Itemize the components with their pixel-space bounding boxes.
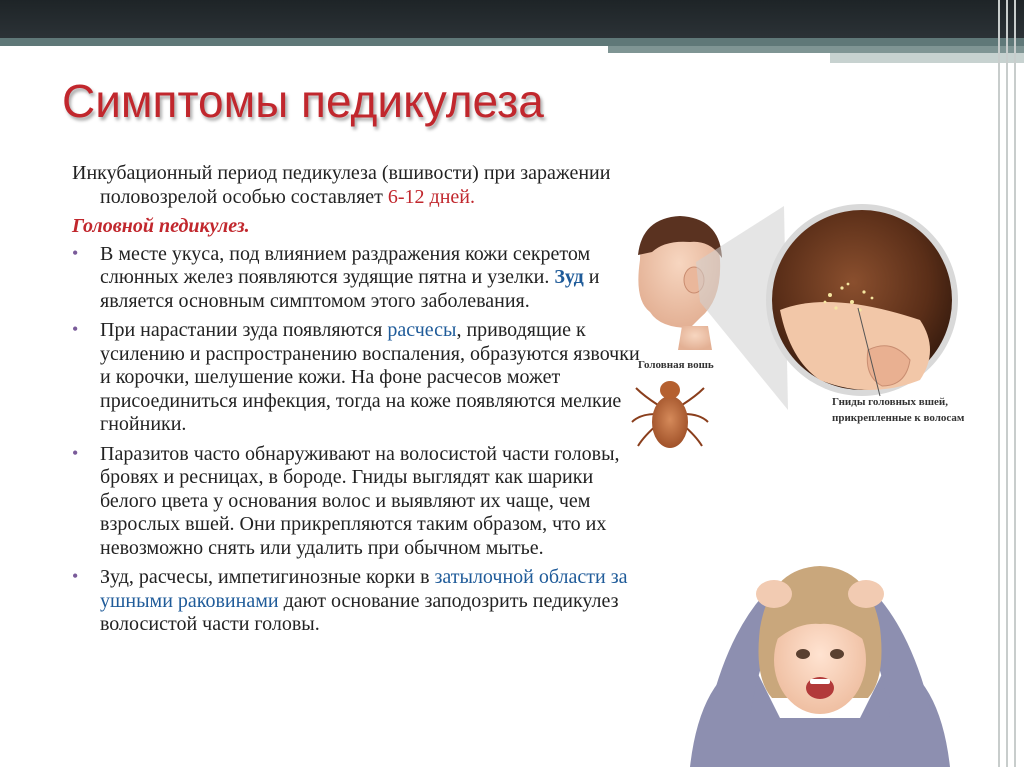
nits-caption-line1: Гниды головных вшей, <box>832 396 948 408</box>
bullet-icon: • <box>72 566 79 586</box>
bullet-icon: • <box>72 242 79 263</box>
subheading: Головной педикулез. <box>72 215 250 237</box>
keyword-highlight: расчесы <box>387 319 457 341</box>
scratching-child-photo <box>690 548 950 767</box>
slide-body <box>72 162 642 643</box>
top-accent-stripe <box>0 38 1024 46</box>
incubation-period: 6-12 дней. <box>387 185 476 208</box>
slide-title: Симптомы педикулеза <box>62 75 544 127</box>
list-item: • В месте укуса, под влиянием раздражения кожи секретом слюнных желез появляются зудящие пятна и узелки. Зуд и является основным симптомом этого заболевания. <box>72 242 600 312</box>
bullet-icon: • <box>72 319 79 339</box>
head-lice-illustration <box>620 200 1000 450</box>
louse-caption: Головная вошь <box>638 359 714 371</box>
head-louse-icon <box>632 381 708 448</box>
top-accent-stripe-2 <box>608 46 1024 53</box>
magnified-scalp-icon <box>766 204 958 396</box>
keyword-highlight: Зуд <box>554 266 584 288</box>
nits-caption-line2: прикрепленные к волосам <box>832 412 965 424</box>
list-item: • При нарастании зуда появляются расчесы, приводящие к усилению и распространению воспаления, образуются язвочки и корочки, шелушение кожи. На фоне расчесов может присоединиться инфекция, тогда на коже появляются мелкие гнойники. <box>72 319 640 435</box>
keyword-highlight: затылочной области за ушными раковинами <box>100 566 628 612</box>
intro-paragraph: Инкубационный период педикулеза (вшивости) при заражении половозрелой особью составляет 6-12 дней. <box>72 162 611 208</box>
symptom-list <box>72 243 642 637</box>
bullet-icon: • <box>72 442 79 463</box>
list-item: • Паразитов часто обнаруживают на волосистой части головы, бровях и ресницах, в бороде. Гниды выглядят как шарики белого цвета у основания волос и выявляют их чаще, чем взрослых вшей. Они прикрепляются таким образом, что их невозможно снять или удалить при обычном мытье. <box>72 442 620 559</box>
top-dark-band <box>0 0 1024 38</box>
list-item: • Зуд, расчесы, импетигинозные корки в затылочной области за ушными раковинами дают основание заподозрить педикулез волосистой части головы. <box>72 566 628 635</box>
